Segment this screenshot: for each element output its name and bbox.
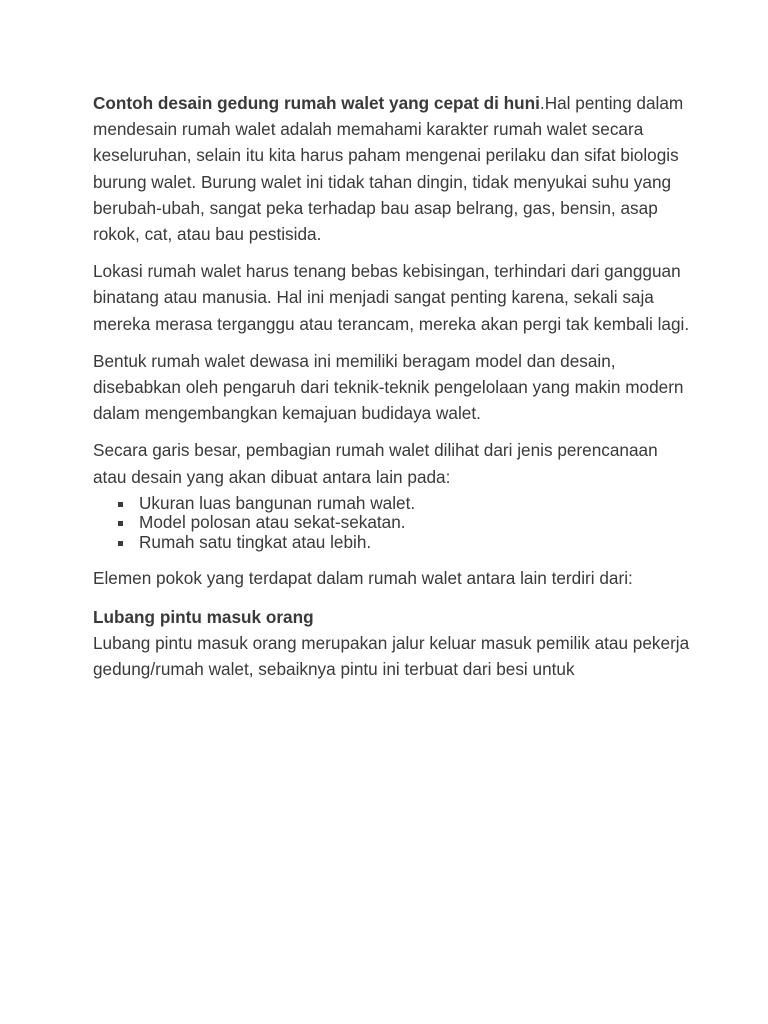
paragraph-elements-intro: Elemen pokok yang terdapat dalam rumah walet antara lain terdiri dari: — [93, 568, 633, 589]
list-item-text: Ukuran luas bangunan rumah walet. — [139, 492, 416, 513]
intro-paragraph — [93, 90, 693, 247]
list-item — [139, 513, 693, 533]
paragraph-location: Lokasi rumah walet harus tenang bebas kebisingan, terhindari dari gangguan binatang atau manusia. Hal ini menjadi sangat penting karena, sekali saja mereka merasa terganggu atau terancam, mereka akan pergi tak kembali lagi. — [93, 261, 690, 334]
list-item — [139, 533, 693, 553]
square-bullet-icon — [118, 502, 123, 507]
section-text: Lubang pintu masuk orang merupakan jalur keluar masuk pemilik atau pekerja gedung/rumah walet, sebaiknya pintu ini terbuat dari besi untuk — [93, 632, 690, 679]
list-item-text: Model polosan atau sekat-sekatan. — [139, 512, 406, 533]
paragraph-division: Secara garis besar, pembagian rumah walet dilihat dari jenis perencanaan atau desain yang akan dibuat antara lain pada: — [93, 440, 658, 487]
intro-bold-title: Contoh desain gedung rumah walet yang cepat di huni — [93, 93, 540, 113]
document-page — [93, 90, 693, 682]
list-item — [139, 494, 693, 514]
square-bullet-icon — [118, 521, 123, 526]
paragraph-shape: Bentuk rumah walet dewasa ini memiliki beragam model dan desain, disebabkan oleh pengaruh dari teknik-teknik pengelolaan yang makin modern dalam mengembangkan kemajuan budidaya walet. — [93, 350, 684, 424]
bullet-list — [93, 494, 693, 553]
section-heading: Lubang pintu masuk orang — [93, 606, 314, 627]
list-item-text: Rumah satu tingkat atau lebih. — [139, 531, 372, 552]
square-bullet-icon — [118, 541, 123, 546]
intro-text: .Hal penting dalam mendesain rumah walet adalah memahami karakter rumah walet secara keseluruhan, selain itu kita harus paham mengenai perilaku dan sifat biologis burung walet. Burung walet ini tidak tahan dingin, tidak menyukai suhu yang berubah-ubah, sangat peka terhadap bau asap belrang, gas, bensin, asap rokok, cat, atau bau pestisida. — [93, 93, 684, 245]
